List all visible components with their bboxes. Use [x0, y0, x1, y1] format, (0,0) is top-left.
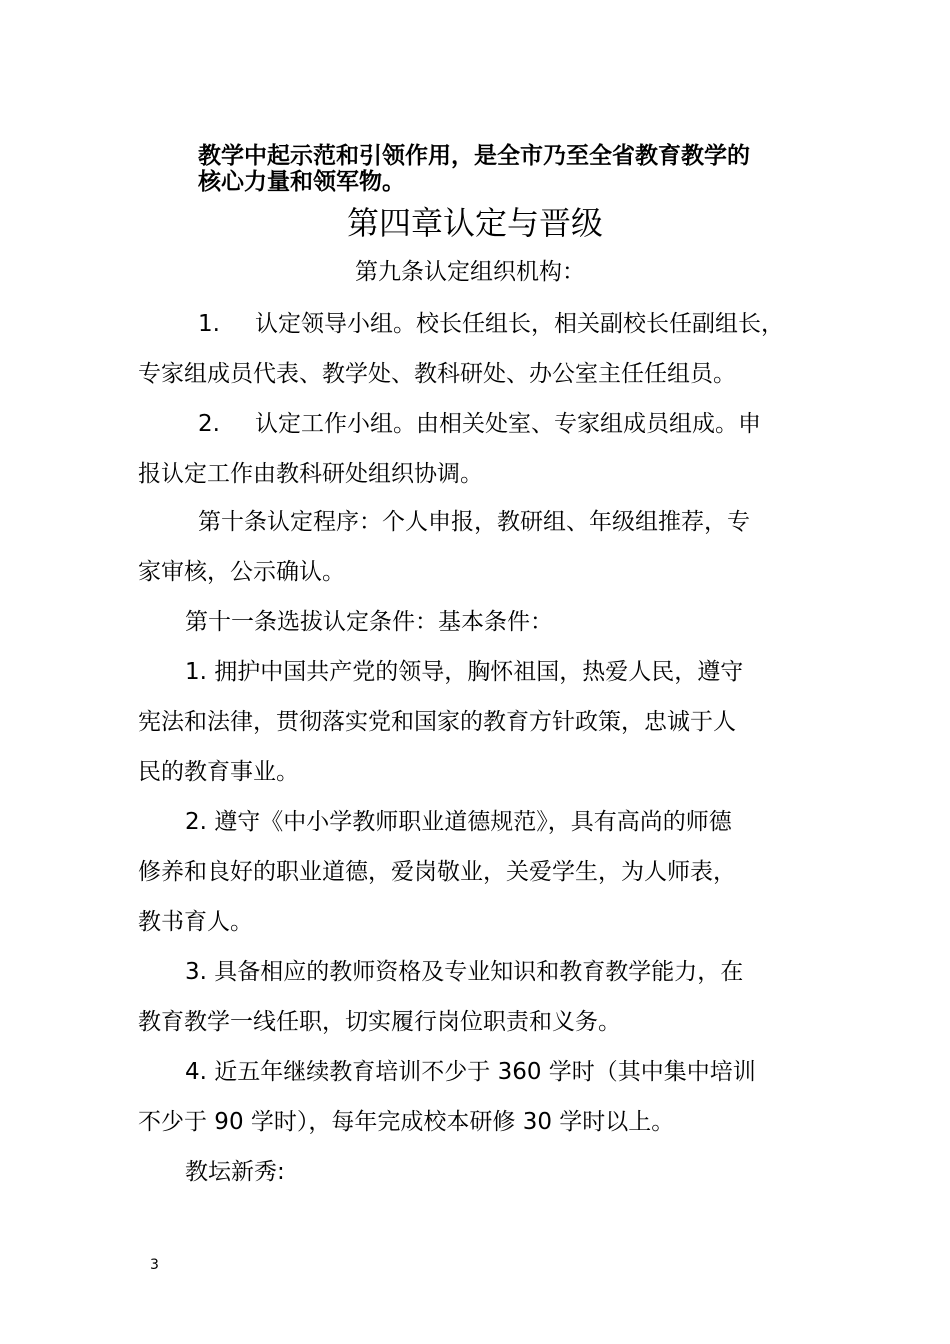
subheading-jiaotan-xinxiu: 教坛新秀:	[185, 1159, 285, 1185]
condition1-line-2: 宪法和法律，贯彻落实党和国家的教育方针政策，忠诚于人	[138, 709, 736, 735]
condition2-line-2: 修养和良好的职业道德，爱岗敬业，关爱学生，为人师表，	[138, 859, 736, 885]
article11-heading: 第十一条选拔认定条件：基本条件：	[185, 609, 553, 635]
chapter-title: 第四章认定与晋级	[346, 204, 603, 242]
condition1-line-3: 民的教育事业。	[138, 759, 299, 785]
article9-item2-line-2: 报认定工作由教科研处组织协调。	[138, 461, 483, 487]
article9-item1-line-2: 专家组成员代表、教学处、教科研处、办公室主任任组员。	[138, 361, 736, 387]
article9-item1-line-1: 认定领导小组。校长任组长，相关副校长任副组长，	[255, 311, 784, 337]
condition3-line-1: 3. 具备相应的教师资格及专业知识和教育教学能力，在	[185, 959, 744, 985]
intro-line-2: 核心力量和领军物。	[198, 169, 405, 195]
condition4-line-1: 4. 近五年继续教育培训不少于 360 学时（其中集中培训	[185, 1059, 756, 1085]
condition4-line-2: 不少于 90 学时），每年完成校本研修 30 学时以上。	[138, 1109, 675, 1135]
condition1-line-1: 1. 拥护中国共产党的领导，胸怀祖国，热爱人民，遵守	[185, 659, 744, 685]
page-number: 3	[150, 1257, 159, 1273]
condition3-line-2: 教育教学一线任职，切实履行岗位职责和义务。	[138, 1009, 621, 1035]
intro-line-1: 教学中起示范和引领作用，是全市乃至全省教育教学的	[198, 143, 750, 169]
article9-item2-number: 2.	[198, 411, 220, 437]
article10-line-1: 第十条认定程序：个人申报，教研组、年级组推荐，专	[198, 509, 750, 535]
condition2-line-1: 2. 遵守《中小学教师职业道德规范》，具有高尚的师德	[185, 809, 732, 835]
article10-line-2: 家审核，公示确认。	[138, 559, 345, 585]
article9-item2-line-1: 认定工作小组。由相关处室、专家组成员组成。申	[255, 411, 761, 437]
condition2-line-3: 教书育人。	[138, 909, 253, 935]
article9-heading: 第九条认定组织机构：	[355, 259, 585, 285]
article9-item1-number: 1.	[198, 311, 220, 337]
